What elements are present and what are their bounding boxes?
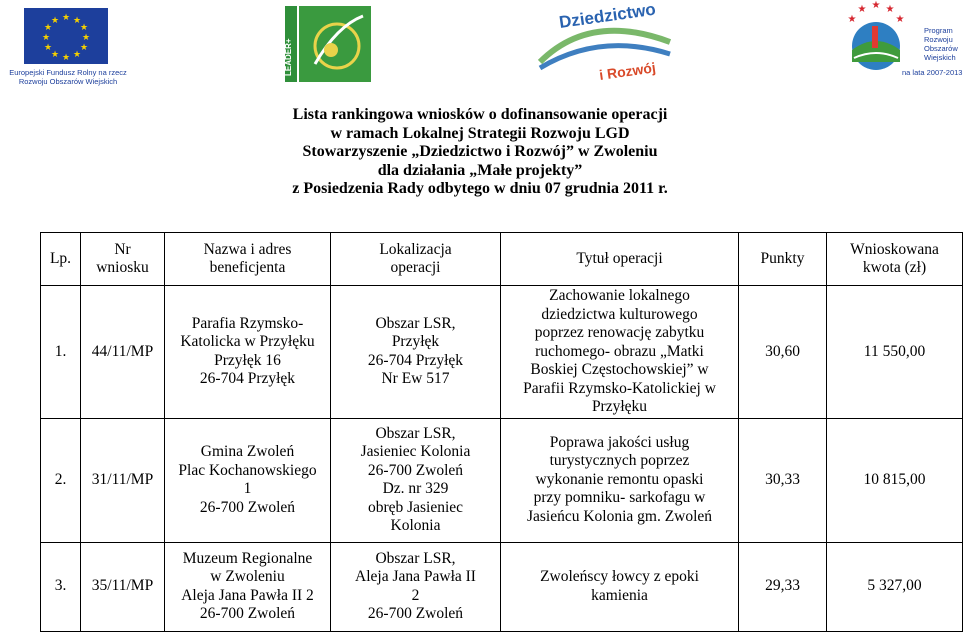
cell-beneficjent: Parafia Rzymsko- Katolicka w Przyłęku Przyłęk 16 26-704 Przyłęk	[165, 286, 331, 419]
svg-text:★: ★	[871, 0, 881, 11]
cell-tytul: Zwoleńscy łowcy z epoki kamienia	[501, 542, 739, 631]
cell-kwota: 10 815,00	[827, 418, 963, 542]
cell-lp: 1.	[41, 286, 81, 419]
prow-logo-years: na lata 2007-2013	[902, 68, 963, 77]
cell-beneficjent: Muzeum Regionalne w Zwoleniu Aleja Jana Pawła II 2 26-700 Zwoleń	[165, 542, 331, 631]
lgd-logo-text-bottom: i Rozwój	[598, 59, 657, 83]
leader-logo	[285, 6, 371, 82]
svg-text:★: ★	[41, 33, 51, 43]
table-row	[41, 542, 963, 631]
svg-text:★: ★	[43, 23, 53, 33]
cell-kwota: 5 327,00	[827, 542, 963, 631]
svg-text:★: ★	[79, 23, 89, 33]
table-header-row	[41, 233, 963, 286]
svg-text:★: ★	[81, 33, 91, 43]
cell-punkty: 29,33	[739, 542, 827, 631]
header-kwota: Wnioskowana kwota (zł)	[827, 233, 963, 286]
cell-tytul: Zachowanie lokalnego dziedzictwa kulturowego poprzez renowację zabytku ruchomego- obrazu „Matki Boskiej Częstochowskiej” w Parafii Rzymsko-Katolickiej w Przyłęku	[501, 286, 739, 419]
cell-lokalizacja: Obszar LSR, Jasieniec Kolonia 26-700 Zwoleń Dz. nr 329 obręb Jasieniec Kolonia	[331, 418, 501, 542]
cell-beneficjent: Gmina Zwoleń Plac Kochanowskiego 1 26-700 Zwoleń	[165, 418, 331, 542]
prow-program-logo	[832, 0, 963, 86]
table-row	[41, 418, 963, 542]
cell-tytul: Poprawa jakości usług turystycznych poprzez wykonanie remontu opaski przy pomniku- sarkofagu w Jasieńcu Kolonia gm. Zwoleń	[501, 418, 739, 542]
eu-logo-caption: Europejski Fundusz Rolny na rzecz Rozwoju Obszarów Wiejskich	[9, 68, 127, 86]
heading-line-4: dla działania „Małe projekty”	[377, 161, 583, 179]
svg-text:★: ★	[50, 50, 60, 60]
cell-nr-wniosku: 35/11/MP	[81, 542, 165, 631]
leader-logo-text: LEADER+	[284, 38, 293, 76]
header-beneficjent: Nazwa i adres beneficjenta	[165, 233, 331, 286]
cell-lp: 2.	[41, 418, 81, 542]
eu-flag-icon	[24, 8, 108, 64]
cell-punkty: 30,60	[739, 286, 827, 419]
svg-text:★: ★	[61, 13, 71, 23]
cell-kwota: 11 550,00	[827, 286, 963, 419]
svg-text:★: ★	[61, 53, 71, 63]
lgd-dziedzictwo-i-rozwoj-logo	[530, 2, 680, 84]
svg-text:★: ★	[885, 4, 895, 15]
cell-lp: 3.	[41, 542, 81, 631]
eu-agricultural-fund-logo	[6, 4, 126, 88]
svg-text:★: ★	[895, 14, 905, 25]
lgd-logo-text-top: Dziedzictwo	[557, 0, 657, 32]
header-tytul: Tytuł operacji	[501, 233, 739, 286]
heading-line-2: w ramach Lokalnej Strategii Rozwoju LGD	[330, 124, 630, 142]
cell-nr-wniosku: 31/11/MP	[81, 418, 165, 542]
svg-text:★: ★	[847, 14, 857, 25]
svg-text:★: ★	[72, 50, 82, 60]
ranking-table	[40, 232, 963, 632]
cell-lokalizacja: Obszar LSR, Aleja Jana Pawła II 2 26-700 Zwoleń	[331, 542, 501, 631]
svg-text:★: ★	[72, 16, 82, 26]
prow-logo-caption: Program Rozwoju Obszarów Wiejskich	[924, 26, 958, 62]
svg-text:★: ★	[857, 4, 867, 15]
heading-line-1: Lista rankingowa wniosków o dofinansowanie operacji	[292, 106, 668, 123]
cell-lokalizacja: Obszar LSR, Przyłęk 26-704 Przyłęk Nr Ew 517	[331, 286, 501, 419]
svg-text:★: ★	[43, 43, 53, 53]
header-nr-wniosku: Nr wniosku	[81, 233, 165, 286]
document-heading	[0, 106, 960, 199]
heading-line-5: z Posiedzenia Rady odbytego w dniu 07 grudnia 2011 r.	[292, 180, 668, 197]
cell-punkty: 30,33	[739, 418, 827, 542]
header-punkty: Punkty	[739, 233, 827, 286]
svg-text:★: ★	[50, 16, 60, 26]
header-lp: Lp.	[41, 233, 81, 286]
table-row	[41, 286, 963, 419]
logo-strip	[0, 0, 963, 92]
header-lokalizacja: Lokalizacja operacji	[331, 233, 501, 286]
svg-text:★: ★	[79, 43, 89, 53]
heading-line-3: Stowarzyszenie „Dziedzictwo i Rozwój” w Zwoleniu	[302, 143, 658, 160]
cell-nr-wniosku: 44/11/MP	[81, 286, 165, 419]
